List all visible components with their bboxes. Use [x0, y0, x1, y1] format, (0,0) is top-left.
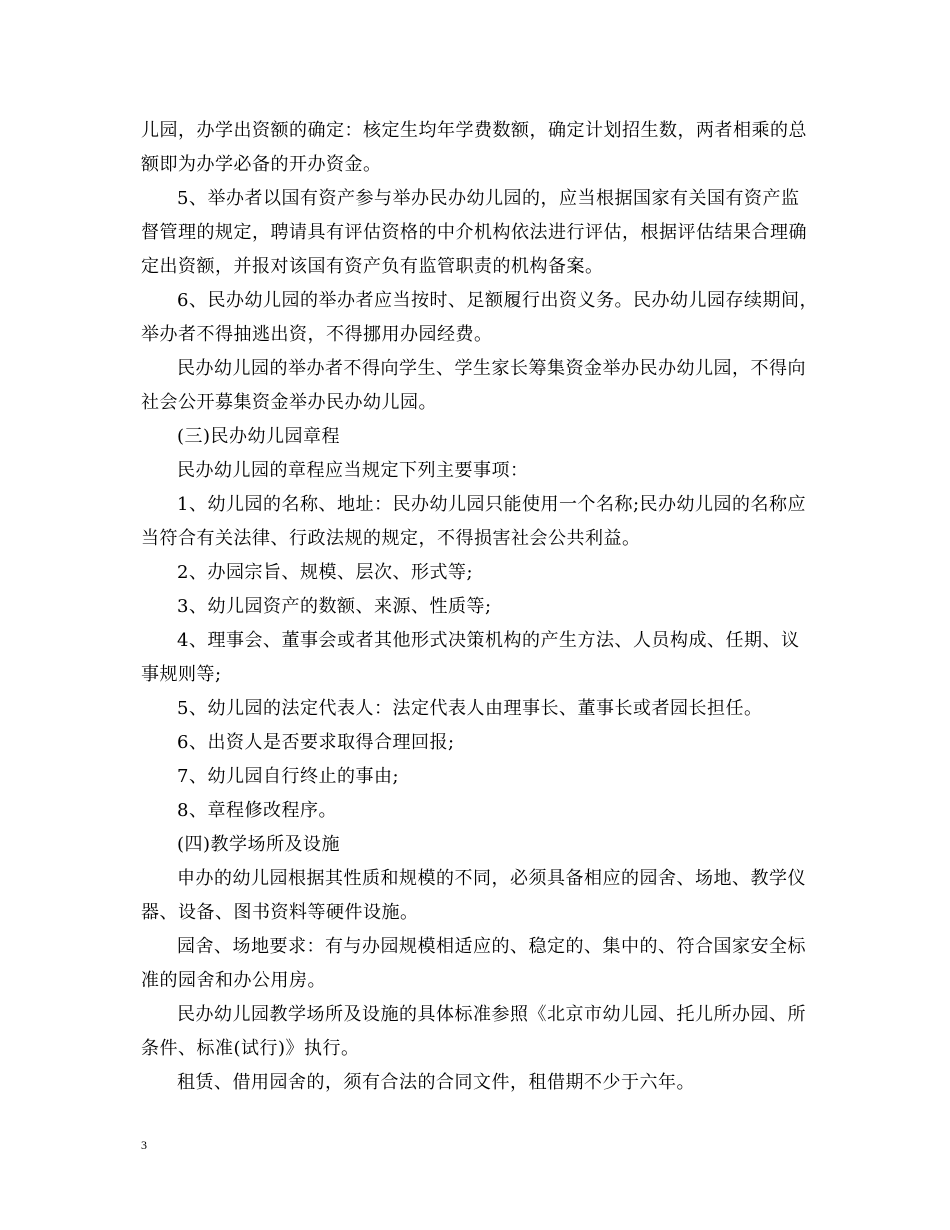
section-heading: (三)民办幼儿园章程: [177, 426, 341, 447]
paragraph-line: 定出资额，并报对该国有资产负有监管职责的机构备案。: [141, 256, 604, 277]
paragraph-line: 民办幼儿园的章程应当规定下列主要事项：: [177, 460, 529, 481]
paragraph-line: 条件、标准(试行)》执行。: [141, 1038, 360, 1059]
page-number: 3: [141, 1138, 147, 1152]
list-item: 3、幼儿园资产的数额、来源、性质等;: [177, 596, 492, 617]
section-heading: (四)教学场所及设施: [177, 834, 341, 855]
list-item-continuation: 事规则等;: [141, 664, 222, 685]
list-item-continuation: 当符合有关法律、行政法规的规定，不得损害社会公共利益。: [141, 528, 641, 549]
paragraph-line: 民办幼儿园教学场所及设施的具体标准参照《北京市幼儿园、托儿所办园、所: [177, 1004, 806, 1025]
list-item: 7、幼儿园自行终止的事由;: [177, 766, 400, 787]
list-item: 6、出资人是否要求取得合理回报;: [177, 732, 455, 753]
paragraph-line: 额即为办学必备的开办资金。: [141, 154, 382, 175]
paragraph-line: 园舍、场地要求：有与办园规模相适应的、稳定的、集中的、符合国家安全标: [177, 936, 806, 957]
paragraph-line: 申办的幼儿园根据其性质和规模的不同，必须具备相应的园舍、场地、教学仪: [177, 868, 806, 889]
list-item: 4、理事会、董事会或者其他形式决策机构的产生方法、人员构成、任期、议: [177, 630, 800, 651]
paragraph-line: 儿园，办学出资额的确定：核定生均年学费数额，确定计划招生数，两者相乘的总: [141, 120, 807, 141]
paragraph-line: 器、设备、图书资料等硬件设施。: [141, 902, 419, 923]
list-item: 5、幼儿园的法定代表人：法定代表人由理事长、董事长或者园长担任。: [177, 698, 763, 719]
paragraph-line: 社会公开募集资金举办民办幼儿园。: [141, 392, 437, 413]
paragraph-line: 6、民办幼儿园的举办者应当按时、足额履行出资义务。民办幼儿园存续期间，: [177, 290, 818, 311]
paragraph-line: 5、举办者以国有资产参与举办民办幼儿园的，应当根据国家有关国有资产监: [177, 188, 800, 209]
paragraph-line: 督管理的规定，聘请具有评估资格的中介机构依法进行评估，根据评估结果合理确: [141, 222, 807, 243]
paragraph-line: 举办者不得抽逃出资，不得挪用办园经费。: [141, 324, 493, 345]
list-item: 2、办园宗旨、规模、层次、形式等;: [177, 562, 474, 583]
list-item: 1、幼儿园的名称、地址：民办幼儿园只能使用一个名称;民办幼儿园的名称应: [177, 494, 807, 515]
paragraph-line: 租赁、借用园舍的，须有合法的合同文件，租借期不少于六年。: [177, 1072, 695, 1093]
paragraph-line: 准的园舍和办公用房。: [141, 970, 326, 991]
list-item: 8、章程修改程序。: [177, 800, 337, 821]
paragraph-line: 民办幼儿园的举办者不得向学生、学生家长筹集资金举办民办幼儿园，不得向: [177, 358, 806, 379]
